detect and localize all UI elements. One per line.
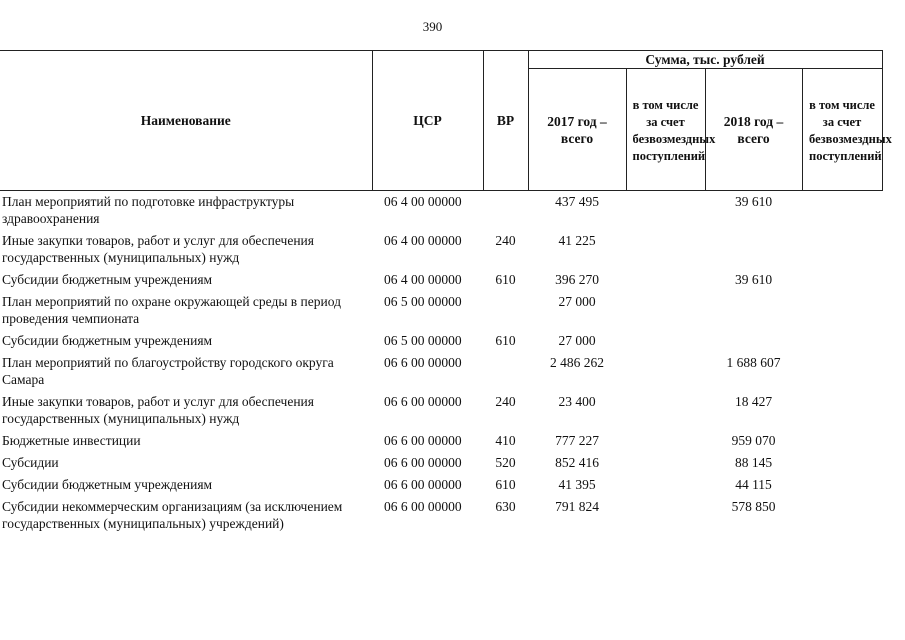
row-vr: 520 <box>495 455 516 470</box>
row-2017-total: 23 400 <box>558 394 596 409</box>
row-csr: 06 5 00 00000 <box>384 333 462 348</box>
row-name: Иные закупки товаров, работ и услуг для обеспечения государственных (муниципальных) нужд <box>2 394 314 426</box>
header-vr: ВР <box>483 51 528 191</box>
row-2017-total: 791 824 <box>555 499 599 514</box>
row-2018-incl <box>802 230 882 269</box>
row-2017-total: 41 225 <box>558 233 596 248</box>
row-name: План мероприятий по охране окружающей среды в период проведения чемпионата <box>2 294 341 326</box>
row-2017-total: 852 416 <box>555 455 599 470</box>
row-csr: 06 6 00 00000 <box>384 433 462 448</box>
row-2017-total: 396 270 <box>555 272 599 287</box>
row-2018-incl <box>802 430 882 452</box>
row-2017-incl <box>626 230 705 269</box>
table-row <box>0 291 882 330</box>
row-2018-total <box>705 230 802 269</box>
header-name: Наименование <box>0 51 372 191</box>
header-2017-total-text: 2017 год – всего <box>547 113 607 146</box>
row-csr: 06 6 00 00000 <box>384 355 462 370</box>
row-name: План мероприятий по подготовке инфраструктуры здравоохранения <box>2 194 295 226</box>
row-csr: 06 4 00 00000 <box>384 233 462 248</box>
row-2018-incl <box>802 391 882 430</box>
header-2018-total <box>705 69 802 191</box>
row-vr: 610 <box>495 333 516 348</box>
table-row <box>0 430 882 452</box>
row-2018-total: 39 610 <box>734 272 773 287</box>
budget-table <box>0 50 892 535</box>
row-vr <box>483 191 528 231</box>
row-2018-total: 44 115 <box>735 477 772 492</box>
row-2017-total: 437 495 <box>555 194 599 209</box>
row-2018-incl <box>802 452 882 474</box>
row-vr <box>483 352 528 391</box>
table-row <box>0 269 882 291</box>
row-2017-total: 41 395 <box>558 477 596 492</box>
row-2017-incl <box>626 430 705 452</box>
table-row <box>0 191 882 231</box>
row-name: Бюджетные инвестиции <box>2 433 141 448</box>
row-csr: 06 5 00 00000 <box>384 294 462 309</box>
table-row <box>0 330 882 352</box>
row-vr: 630 <box>495 499 516 514</box>
row-name: Субсидии некоммерческим организациям (за исключением государственных (муниципальных) учреждений) <box>2 499 343 531</box>
table-row <box>0 496 882 535</box>
row-csr: 06 6 00 00000 <box>384 499 462 514</box>
row-2018-incl <box>802 474 882 496</box>
row-name: Субсидии бюджетным учреждениям <box>2 477 213 492</box>
row-2017-incl <box>626 291 705 330</box>
row-2017-total: 777 227 <box>555 433 599 448</box>
row-name: Субсидии <box>2 455 59 470</box>
row-csr: 06 6 00 00000 <box>384 455 462 470</box>
row-2018-total: 578 850 <box>731 499 776 514</box>
row-2017-total: 27 000 <box>558 294 596 309</box>
table-body <box>0 191 882 536</box>
row-2017-incl <box>626 496 705 535</box>
row-2017-total: 2 486 262 <box>550 355 604 370</box>
row-2018-total <box>705 330 802 352</box>
row-2017-incl <box>626 452 705 474</box>
row-2018-incl <box>802 269 882 291</box>
row-csr: 06 6 00 00000 <box>384 394 462 409</box>
row-2017-incl <box>626 391 705 430</box>
table-header <box>0 51 892 191</box>
row-2017-incl <box>626 269 705 291</box>
row-2018-total: 1 688 607 <box>726 355 781 370</box>
row-2018-incl <box>802 330 882 352</box>
row-2018-incl <box>802 352 882 391</box>
row-2017-incl <box>626 191 705 231</box>
row-2017-incl <box>626 352 705 391</box>
header-sum-group: Сумма, тыс. рублей <box>528 51 882 69</box>
table-row <box>0 391 882 430</box>
table-row <box>0 230 882 269</box>
row-2017-incl <box>626 474 705 496</box>
header-2018-total-text: 2018 год – всего <box>723 113 784 146</box>
row-vr: 610 <box>495 477 516 492</box>
row-2017-total: 27 000 <box>558 333 596 348</box>
page-number: 390 <box>422 19 443 34</box>
row-name: Субсидии бюджетным учреждениям <box>2 333 213 348</box>
table-row <box>0 474 882 496</box>
row-2018-total: 88 145 <box>734 455 773 470</box>
row-vr: 610 <box>495 272 516 287</box>
header-2018-incl-text: в том числе за счет безвозмездных поступлений <box>809 97 892 163</box>
row-csr: 06 4 00 00000 <box>384 272 462 287</box>
row-csr: 06 6 00 00000 <box>384 477 462 492</box>
header-2017-incl-text: в том числе за счет безвозмездных поступлений <box>632 97 716 163</box>
row-vr: 410 <box>495 433 516 448</box>
row-name: План мероприятий по благоустройству городского округа Самара <box>2 355 334 387</box>
row-2018-total: 39 610 <box>734 194 773 209</box>
row-2018-incl <box>802 291 882 330</box>
row-name: Субсидии бюджетным учреждениям <box>2 272 213 287</box>
header-2018-incl <box>802 69 892 191</box>
row-vr: 240 <box>495 394 516 409</box>
row-vr: 240 <box>495 233 516 248</box>
row-2017-incl <box>626 330 705 352</box>
row-vr <box>483 291 528 330</box>
row-2018-total <box>705 291 802 330</box>
row-2018-incl <box>802 496 882 535</box>
header-2017-incl <box>626 69 716 191</box>
row-2018-total: 18 427 <box>734 394 773 409</box>
row-2018-total: 959 070 <box>731 433 776 448</box>
table-row <box>0 352 882 391</box>
row-csr: 06 4 00 00000 <box>384 194 462 209</box>
row-2018-incl <box>802 191 882 231</box>
row-name: Иные закупки товаров, работ и услуг для обеспечения государственных (муниципальных) нужд <box>2 233 314 265</box>
table-row <box>0 452 882 474</box>
header-csr: ЦСР <box>372 51 483 191</box>
header-2017-total <box>528 69 626 191</box>
